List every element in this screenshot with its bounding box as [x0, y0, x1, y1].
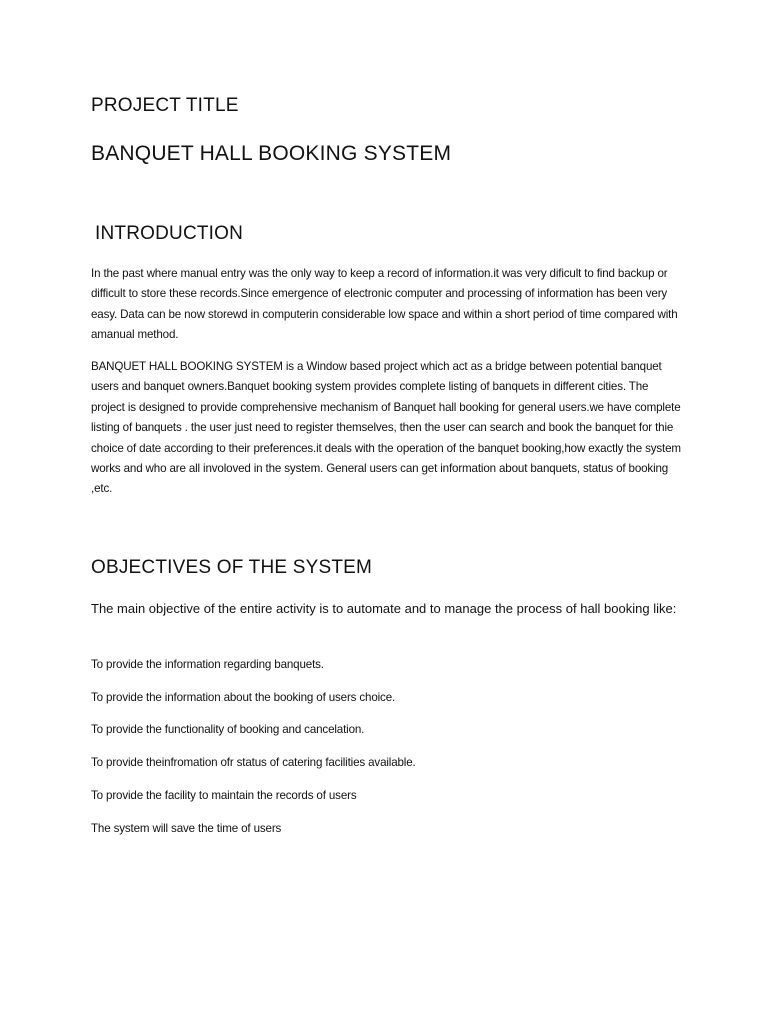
- introduction-paragraph-2: BANQUET HALL BOOKING SYSTEM is a Window based project which act as a bridge between potential banquet users and banquet owners.Banquet booking system provides complete listing of banquets in different cities. The project is designed to provide comprehensive mechanism of Banquet hall booking for general users.we have complete listing of banquets . the user just need to register themselves, then the user can search and book the banquet for thie choice of date according to their preferences.it deals with the operation of the banquet booking,how exactly the system works and who are all involoved in the system. General users can get information about banquets, status of booking ,etc.: [91, 360, 681, 496]
- objective-item: To provide the functionality of booking and cancelation.: [91, 723, 365, 736]
- objective-item: To provide theinfromation ofr status of catering facilities available.: [91, 756, 416, 769]
- objectives-intro: The main objective of the entire activity is to automate and to manage the process of hall booking like:: [91, 601, 677, 616]
- objectives-heading: OBJECTIVES OF THE SYSTEM: [91, 557, 373, 578]
- objective-item: To provide the facility to maintain the records of users: [91, 789, 357, 802]
- objective-item: The system will save the time of users: [91, 822, 282, 835]
- introduction-paragraph-1: In the past where manual entry was the only way to keep a record of information.it was very dificult to find backup or difficult to store these records.Since emergence of electronic computer and processing of information has been very easy. Data can be now storewd in computerin considerable low space and within a short period of time compared with amanual method.: [91, 267, 678, 342]
- objective-item: To provide the information regarding banquets.: [91, 658, 324, 671]
- introduction-heading: INTRODUCTION: [95, 223, 244, 244]
- project-title: BANQUET HALL BOOKING SYSTEM: [91, 142, 452, 165]
- objective-item: To provide the information about the booking of users choice.: [91, 691, 396, 704]
- project-title-label: PROJECT TITLE: [91, 95, 239, 116]
